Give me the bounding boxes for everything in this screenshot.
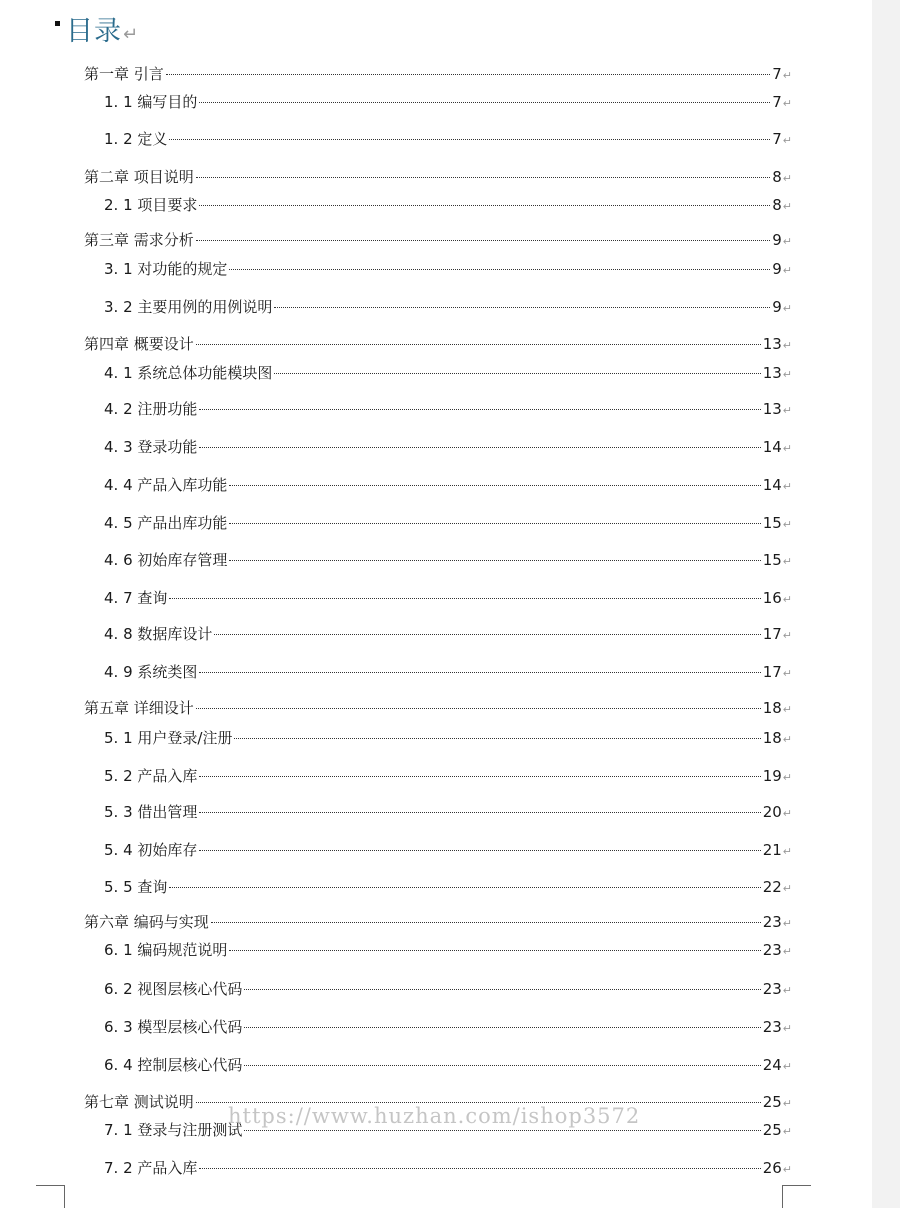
toc-entry-label: 1. 2 定义 — [104, 130, 168, 148]
paragraph-mark-icon: ↵ — [782, 200, 792, 213]
dot-leader — [244, 1130, 760, 1131]
paragraph-mark-icon: ↵ — [782, 984, 792, 997]
dot-leader — [244, 1027, 760, 1028]
dot-leader — [214, 634, 760, 635]
toc-entry-label: 第二章 项目说明 — [84, 168, 194, 186]
paragraph-mark-icon: ↵ — [782, 1097, 792, 1110]
toc-entry-label: 6. 4 控制层核心代码 — [104, 1056, 243, 1074]
toc-section-entry[interactable] — [104, 978, 792, 1000]
toc-section-entry[interactable] — [104, 1054, 792, 1076]
dot-leader — [169, 887, 760, 888]
toc-chapter-entry[interactable] — [84, 911, 792, 933]
toc-section-entry[interactable] — [104, 1157, 792, 1179]
toc-section-entry[interactable] — [104, 549, 792, 571]
toc-entry-page: 20 — [762, 803, 782, 821]
paragraph-mark-icon: ↵ — [123, 24, 139, 45]
toc-entry-page: 22 — [762, 878, 782, 896]
toc-section-entry[interactable] — [104, 296, 792, 318]
paragraph-mark-icon: ↵ — [782, 97, 792, 110]
dot-leader — [169, 139, 770, 140]
toc-entry-label: 5. 1 用户登录/注册 — [104, 729, 233, 747]
watermark: https://www.huzhan.com/ishop3572 — [228, 1104, 641, 1128]
dot-leader — [211, 922, 761, 923]
toc-entry-label: 5. 4 初始库存 — [104, 841, 198, 859]
toc-entry-label: 6. 3 模型层核心代码 — [104, 1018, 243, 1036]
toc-entry-page: 13 — [762, 335, 782, 353]
toc-entry-page: 7 — [772, 130, 782, 148]
paragraph-mark-icon: ↵ — [782, 882, 792, 895]
toc-section-entry[interactable] — [104, 362, 792, 384]
toc-entry-label: 4. 8 数据库设计 — [104, 625, 213, 643]
toc-entry-page: 25 — [762, 1093, 782, 1111]
toc-section-entry[interactable] — [104, 258, 792, 280]
toc-entry-page: 26 — [762, 1159, 782, 1177]
dot-leader — [244, 989, 760, 990]
toc-entry-page: 25 — [762, 1121, 782, 1139]
toc-entry-page: 9 — [772, 260, 782, 278]
dot-leader — [196, 240, 770, 241]
toc-section-entry[interactable] — [104, 801, 792, 823]
paragraph-mark-icon: ↵ — [782, 845, 792, 858]
toc-entry-page: 15 — [762, 514, 782, 532]
toc-entry-label: 第一章 引言 — [84, 65, 164, 83]
paragraph-mark-icon: ↵ — [782, 771, 792, 784]
toc-section-entry[interactable] — [104, 661, 792, 683]
toc-entry-page: 24 — [762, 1056, 782, 1074]
toc-section-entry[interactable] — [104, 398, 792, 420]
paragraph-mark-icon: ↵ — [782, 667, 792, 680]
dot-leader — [196, 1102, 761, 1103]
dot-leader — [196, 177, 770, 178]
toc-entry-label: 5. 3 借出管理 — [104, 803, 198, 821]
toc-chapter-entry[interactable] — [84, 333, 792, 355]
toc-entry-page: 9 — [772, 298, 782, 316]
dot-leader — [199, 1168, 760, 1169]
dot-leader — [199, 672, 760, 673]
dot-leader — [196, 344, 761, 345]
toc-chapter-entry[interactable] — [84, 697, 792, 719]
toc-entry-label: 3. 1 对功能的规定 — [104, 260, 228, 278]
paragraph-mark-icon: ↵ — [782, 703, 792, 716]
toc-section-entry[interactable] — [104, 876, 792, 898]
toc-entry-page: 14 — [762, 438, 782, 456]
toc-section-entry[interactable] — [104, 727, 792, 749]
toc-entry-page: 16 — [762, 589, 782, 607]
toc-section-entry[interactable] — [104, 194, 792, 216]
paragraph-mark-icon: ↵ — [782, 442, 792, 455]
toc-entry-page: 17 — [762, 625, 782, 643]
toc-entry-label: 7. 2 产品入库 — [104, 1159, 198, 1177]
toc-entry-label: 4. 4 产品入库功能 — [104, 476, 228, 494]
toc-entry-page: 13 — [762, 400, 782, 418]
toc-section-entry[interactable] — [104, 939, 792, 961]
dot-leader — [169, 598, 760, 599]
toc-entry-page: 23 — [762, 913, 782, 931]
toc-entry-label: 第五章 详细设计 — [84, 699, 194, 717]
toc-entry-label: 2. 1 项目要求 — [104, 196, 198, 214]
page-corner-mark-right — [782, 1185, 811, 1208]
paragraph-mark-icon: ↵ — [782, 807, 792, 820]
toc-section-entry[interactable] — [104, 474, 792, 496]
toc-section-entry[interactable] — [104, 765, 792, 787]
toc-entry-label: 第三章 需求分析 — [84, 231, 194, 249]
toc-chapter-entry[interactable] — [84, 229, 792, 251]
dot-leader — [199, 102, 770, 103]
toc-entry-page: 13 — [762, 364, 782, 382]
toc-entry-page: 23 — [762, 1018, 782, 1036]
toc-entry-page: 8 — [772, 196, 782, 214]
toc-entry-label: 4. 7 查询 — [104, 589, 168, 607]
paragraph-mark-icon: ↵ — [782, 733, 792, 746]
dot-leader — [199, 409, 760, 410]
toc-entry-page: 7 — [772, 65, 782, 83]
dot-leader — [229, 523, 760, 524]
toc-entry-label: 4. 6 初始库存管理 — [104, 551, 228, 569]
toc-entry-label: 6. 2 视图层核心代码 — [104, 980, 243, 998]
toc-entry-label: 第六章 编码与实现 — [84, 913, 209, 931]
paragraph-mark-icon: ↵ — [782, 235, 792, 248]
paragraph-mark-icon: ↵ — [782, 1125, 792, 1138]
toc-entry-label: 5. 5 查询 — [104, 878, 168, 896]
toc-section-entry[interactable] — [104, 839, 792, 861]
toc-entry-page: 9 — [772, 231, 782, 249]
paragraph-mark-icon: ↵ — [782, 1060, 792, 1073]
dot-leader — [166, 74, 770, 75]
dot-leader — [199, 447, 760, 448]
toc-entry-page: 14 — [762, 476, 782, 494]
paragraph-mark-icon: ↵ — [782, 339, 792, 352]
toc-entry-label: 第四章 概要设计 — [84, 335, 194, 353]
toc-entry-page: 19 — [762, 767, 782, 785]
paragraph-mark-icon: ↵ — [782, 172, 792, 185]
toc-entry-page: 15 — [762, 551, 782, 569]
toc-entry-label: 5. 2 产品入库 — [104, 767, 198, 785]
page-corner-mark-left — [36, 1185, 65, 1208]
dot-leader — [229, 485, 760, 486]
toc-entry-label: 3. 2 主要用例的用例说明 — [104, 298, 273, 316]
toc-entry-label: 4. 9 系统类图 — [104, 663, 198, 681]
toc-entry-label: 1. 1 编写目的 — [104, 93, 198, 111]
dot-leader — [199, 776, 760, 777]
dot-leader — [199, 812, 760, 813]
paragraph-mark-icon: ↵ — [782, 945, 792, 958]
toc-entry-page: 23 — [762, 980, 782, 998]
dot-leader — [199, 205, 770, 206]
paragraph-mark-icon: ↵ — [782, 69, 792, 82]
paragraph-mark-icon: ↵ — [782, 917, 792, 930]
toc-entry-label: 4. 5 产品出库功能 — [104, 514, 228, 532]
dot-leader — [229, 560, 760, 561]
dot-leader — [274, 307, 770, 308]
paragraph-mark-icon: ↵ — [782, 1022, 792, 1035]
toc-section-entry[interactable] — [104, 436, 792, 458]
dot-leader — [229, 269, 770, 270]
dot-leader — [199, 850, 760, 851]
toc-entry-page: 8 — [772, 168, 782, 186]
toc-chapter-entry[interactable] — [84, 166, 792, 188]
dot-leader — [229, 950, 760, 951]
paragraph-mark-icon: ↵ — [782, 404, 792, 417]
toc-section-entry[interactable] — [104, 1016, 792, 1038]
toc-entry-label: 6. 1 编码规范说明 — [104, 941, 228, 959]
dot-leader — [234, 738, 760, 739]
toc-entry-page: 17 — [762, 663, 782, 681]
toc-entry-page: 18 — [762, 729, 782, 747]
paragraph-mark-icon: ↵ — [782, 368, 792, 381]
paragraph-mark-icon: ↵ — [782, 1163, 792, 1176]
paragraph-mark-icon: ↵ — [782, 518, 792, 531]
toc-entry-page: 7 — [772, 93, 782, 111]
toc-entry-page: 23 — [762, 941, 782, 959]
toc-entry-label: 4. 2 注册功能 — [104, 400, 198, 418]
paragraph-mark-icon: ↵ — [782, 134, 792, 147]
toc-section-entry[interactable] — [104, 623, 792, 645]
paragraph-mark-icon: ↵ — [782, 593, 792, 606]
toc-entry-label: 7. 1 登录与注册测试 — [104, 1121, 243, 1139]
toc-title: 目录 — [66, 16, 122, 47]
dot-leader — [274, 373, 760, 374]
toc-entry-label: 第七章 测试说明 — [84, 1093, 194, 1111]
dot-leader — [244, 1065, 760, 1066]
toc-entry-page: 18 — [762, 699, 782, 717]
toc-chapter-entry[interactable] — [84, 63, 792, 85]
paragraph-mark-icon: ↵ — [782, 302, 792, 315]
paragraph-mark-icon: ↵ — [782, 480, 792, 493]
paragraph-mark-icon: ↵ — [782, 629, 792, 642]
toc-entry-label: 4. 3 登录功能 — [104, 438, 198, 456]
toc-section-entry[interactable] — [104, 128, 792, 150]
toc-entry-label: 4. 1 系统总体功能模块图 — [104, 364, 273, 382]
toc-section-entry[interactable] — [104, 91, 792, 113]
toc-section-entry[interactable] — [104, 587, 792, 609]
dot-leader — [196, 708, 761, 709]
paragraph-mark-icon: ↵ — [782, 264, 792, 277]
paragraph-mark-icon: ↵ — [782, 555, 792, 568]
toc-section-entry[interactable] — [104, 512, 792, 534]
toc-entry-page: 21 — [762, 841, 782, 859]
